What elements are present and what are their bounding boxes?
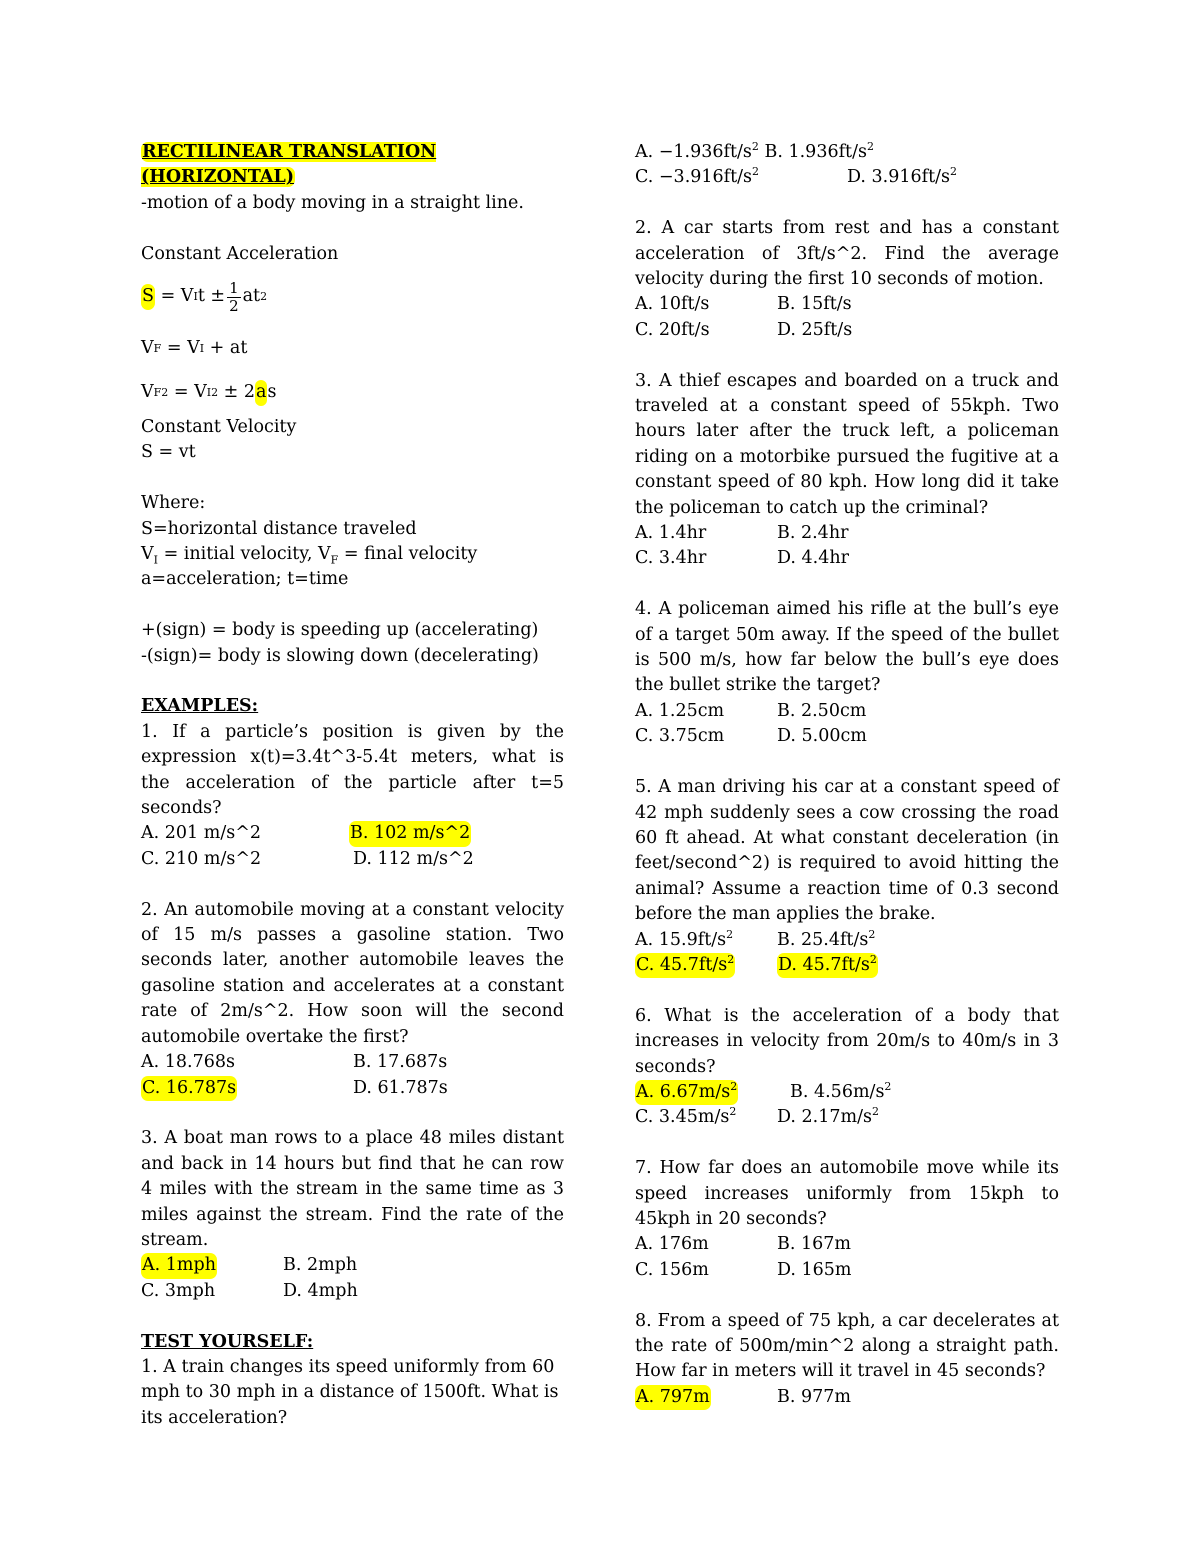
test-4-options-row2: C. 3.75cm D. 5.00cm <box>635 726 867 747</box>
test-7-options-row1: A. 176m B. 167m <box>635 1234 851 1255</box>
test-5-question: 5. A man driving his car at a constant speed of 42 mph suddenly sees a cow crossing the road 60 ft ahead. At what constant deceleration (in feet/second^2) is required to avoid hitting the animal? Assume a reaction time of 0.3 second before the man applies the brake. <box>635 777 1059 925</box>
test-5-options-row1: A. $15.9ft/s^2$ B. $25.4ft/s^2$ <box>635 927 876 950</box>
test-7-question: 7. How far does an automobile move while its speed increases uniformly from 15kph to 45kph in 20 seconds? <box>635 1158 1059 1229</box>
example-3-options-row1: A. 1mph B. 2mph <box>141 1253 564 1278</box>
sign-plus: +(sign) = body is speeding up (accelerating) <box>141 620 539 641</box>
example-2-options-row2: C. 16.787s D. 61.787s <box>141 1076 564 1101</box>
test-4-options-row1: A. 1.25cm B. 2.50cm <box>635 700 867 721</box>
right-column <box>635 140 1059 1410</box>
example-3-options-row2: C. 3mph D. 4mph <box>141 1280 358 1301</box>
test-6-question: 6. What is the acceleration of a body that increases in velocity from 20m/s to 40m/s in 3 seconds? <box>635 1005 1059 1077</box>
where-label: Where: <box>141 493 206 514</box>
test-8-question: 8. From a speed of 75 kph, a car decelerates at the rate of 500m/min^2 along a straight path. How far in meters will it travel in 45 seconds? <box>635 1310 1059 1382</box>
formula-velocity-squared: V F 2 = V I 2 ± 2 a s <box>141 371 564 415</box>
where-v: $V_I$ = initial velocity, $V_F$ = final velocity <box>141 544 478 567</box>
test-4-question: 4. A policeman aimed his rifle at the bull’s eye of a target 50m away. If the speed of the bullet is 500 m/s, how far below the bull’s eye does the bullet strike the target? <box>635 599 1059 696</box>
constant-acceleration-heading: Constant Acceleration <box>141 243 339 264</box>
test-3-options-row2: C. 3.4hr D. 4.4hr <box>635 548 849 569</box>
test-6-options-row2: C. $3.45m/s^2$ D. $2.17m/s^2$ <box>635 1105 879 1128</box>
example-1-options-row2: C. 210 m/s^2 D. 112 m/s^2 <box>141 848 474 869</box>
test-5-options-row2: C. $45.7ft/s^2$ D. $45.7ft/s^2$ <box>635 953 1059 978</box>
formula-displacement: S = V I t ± $\frac{1}{2}$ at 2 <box>142 278 268 315</box>
fraction-one-half: $\frac{1}{2}$ <box>229 278 239 315</box>
test-3-question: 3. A thief escapes and boarded on a truck and traveled at a constant speed of 55kph. Two hours later after the truck left, a policeman riding on a motorbike pursued the fugitive at a constant speed of 80 kph. How long did it take the policeman to catch up the criminal? <box>635 370 1059 518</box>
test-8-options-row1: A. 797m B. 977m <box>635 1385 1059 1410</box>
formula-final-velocity: V F = V I + at <box>141 338 248 359</box>
example-2-options-row1: A. 18.768s B. 17.687s <box>141 1052 448 1073</box>
definition: -motion of a body moving in a straight line. <box>141 192 524 213</box>
test-yourself-heading: TEST YOURSELF: <box>141 1331 314 1352</box>
constant-velocity-formula: S = vt <box>141 442 196 463</box>
test-1-options-row2: C. $-3.916ft/s^2$ D. $3.916ft/s^2$ <box>635 165 958 188</box>
test-1-options-row1: A. $-1.936ft/s^2$ B. $1.936ft/s^2$ <box>635 140 874 162</box>
left-column <box>141 140 564 1431</box>
test-1-question: 1. A train changes its speed uniformly from 60 mph to 30 mph in a distance of 1500ft. What is its acceleration? <box>141 1356 559 1428</box>
examples-heading: EXAMPLES: <box>141 696 259 717</box>
sign-minus: -(sign)= body is slowing down (decelerating) <box>141 645 539 666</box>
test-6-options-row1: A. $6.67m/s^2$ B. $4.56m/s^2$ <box>635 1080 1059 1105</box>
example-3-question: 3. A boat man rows to a place 48 miles distant and back in 14 hours but find that he can row 4 miles with the stream in the same time as 3 miles against the stream. Find the rate of the stream. <box>141 1128 564 1250</box>
where-a: a=acceleration; t=time <box>141 569 349 590</box>
page-title: RECTILINEAR TRANSLATION (HORIZONTAL) <box>141 142 437 188</box>
example-1-options-row1: A. 201 m/s^2 B. 102 m/s^2 <box>141 821 564 846</box>
test-2-options-row1: A. 10ft/s B. 15ft/s <box>635 294 852 315</box>
where-s: S=horizontal distance traveled <box>141 518 417 539</box>
example-2-question: 2. An automobile moving at a constant velocity of 15 m/s passes a gasoline station. Two seconds later, another automobile leaves the gasoline station and accelerates at a constant rate of 2m/s^2. How soon will the second automobile overtake the first? <box>141 899 564 1047</box>
test-7-options-row2: C. 156m D. 165m <box>635 1259 852 1280</box>
test-3-options-row1: A. 1.4hr B. 2.4hr <box>635 523 849 544</box>
example-1-question: 1. If a particle’s position is given by the expression x(t)=3.4t^3-5.4t meters, what is the acceleration of the particle after t=5 seconds? <box>141 721 564 819</box>
constant-velocity-heading: Constant Velocity <box>141 417 297 438</box>
test-2-options-row2: C. 20ft/s D. 25ft/s <box>635 319 853 340</box>
test-2-question: 2. A car starts from rest and has a constant acceleration of 3ft/s^2. Find the average velocity during the first 10 seconds of motion. <box>635 218 1059 290</box>
